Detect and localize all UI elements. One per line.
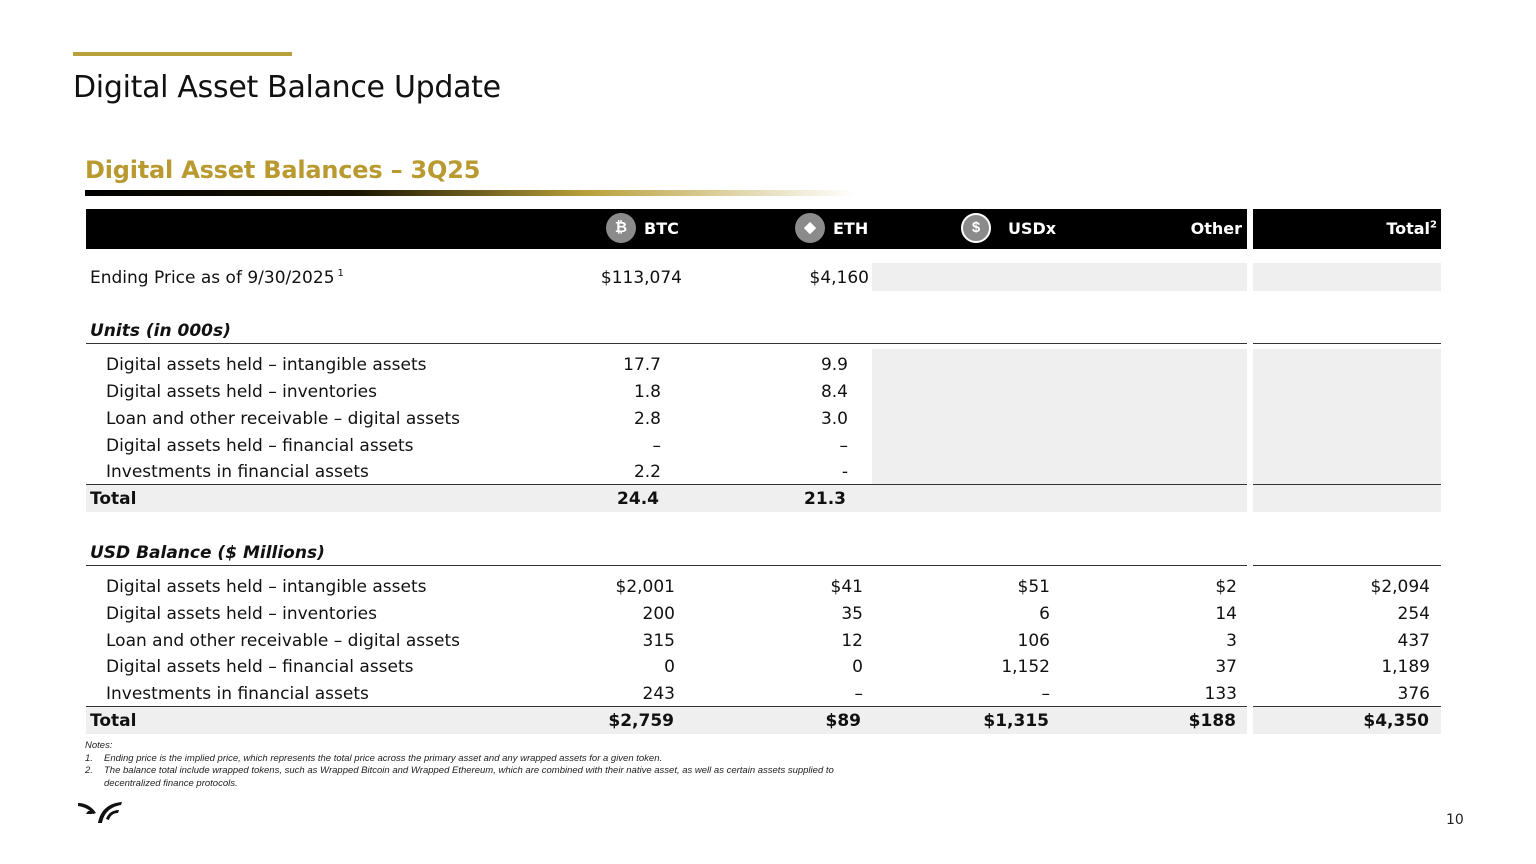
divider bbox=[1253, 343, 1441, 344]
usd-eth: 35 bbox=[841, 604, 863, 624]
price-row-label: Ending Price as of 9/30/2025 $^1$ bbox=[90, 268, 344, 288]
usd-other: 133 bbox=[1204, 684, 1237, 704]
usd-usdx: 6 bbox=[1039, 604, 1050, 624]
note-text: Ending price is the implied price, which represents the total price across the primary asset and any wrapped assets for a given token. bbox=[104, 752, 663, 764]
price-btc: $113,074 bbox=[600, 268, 682, 288]
usd-eth: $41 bbox=[830, 577, 863, 597]
units-row-label: Digital assets held – intangible assets bbox=[106, 355, 427, 375]
usd-btc: 315 bbox=[642, 631, 675, 651]
units-eth: 9.9 bbox=[820, 355, 848, 375]
usd-usdx: $51 bbox=[1017, 577, 1050, 597]
usd-btc: $2,001 bbox=[615, 577, 675, 597]
header-total: Total$^2$ bbox=[1386, 219, 1437, 238]
usd-row-label: Loan and other receivable – digital assets bbox=[106, 631, 460, 651]
usd-row-label: Digital assets held – intangible assets bbox=[106, 577, 427, 597]
units-btc: 1.8 bbox=[633, 382, 661, 402]
usd-usdx: 1,152 bbox=[1001, 657, 1050, 677]
usd-row-label: Digital assets held – inventories bbox=[106, 604, 377, 624]
empty-cell bbox=[1253, 349, 1441, 512]
empty-cell bbox=[1253, 263, 1441, 291]
note-number: 2. bbox=[85, 765, 93, 776]
usd-usdx: – bbox=[1041, 684, 1050, 704]
divider bbox=[1253, 565, 1441, 566]
divider bbox=[86, 343, 1247, 344]
units-row-label: Digital assets held – inventories bbox=[106, 382, 377, 402]
note-text-continued: decentralized finance protocols. bbox=[104, 777, 238, 789]
usd-total: 1,189 bbox=[1381, 657, 1430, 677]
units-eth: 3.0 bbox=[820, 409, 848, 429]
usd-btc: 243 bbox=[642, 684, 675, 704]
usd-total: $2,094 bbox=[1370, 577, 1430, 597]
divider bbox=[1253, 484, 1441, 485]
units-row-label: Investments in financial assets bbox=[106, 462, 369, 482]
table-header bbox=[86, 209, 1247, 249]
usd-eth: – bbox=[854, 684, 863, 704]
units-eth: – bbox=[839, 436, 848, 456]
usd-total-other: $188 bbox=[1188, 711, 1236, 731]
units-eth: 8.4 bbox=[820, 382, 848, 402]
units-total-label: Total bbox=[90, 489, 137, 509]
usd-row-label: Investments in financial assets bbox=[106, 684, 369, 704]
company-logo-icon bbox=[76, 799, 124, 825]
units-heading: Units (in 000s) bbox=[90, 321, 231, 341]
header-eth: ETH bbox=[833, 219, 869, 238]
units-btc: – bbox=[652, 436, 661, 456]
units-btc: 2.2 bbox=[633, 462, 661, 482]
usd-total-eth: $89 bbox=[825, 711, 861, 731]
divider bbox=[1253, 706, 1441, 707]
units-btc: 17.7 bbox=[623, 355, 661, 375]
section-subtitle: Digital Asset Balances – 3Q25 bbox=[85, 156, 481, 184]
usd-total: 376 bbox=[1397, 684, 1430, 704]
note-text: The balance total include wrapped tokens, such as Wrapped Bitcoin and Wrapped Ethereum, which are combined with their native asset, as well as certain assets supplied to bbox=[104, 765, 834, 776]
page-title: Digital Asset Balance Update bbox=[73, 70, 501, 105]
units-eth: - bbox=[841, 462, 848, 482]
usd-total: 437 bbox=[1397, 631, 1430, 651]
note-number: 1. bbox=[85, 752, 93, 764]
units-row-label: Digital assets held – financial assets bbox=[106, 436, 414, 456]
units-total-btc: 24.4 bbox=[617, 489, 659, 509]
usd-other: 37 bbox=[1215, 657, 1237, 677]
ethereum-icon: ◆ bbox=[795, 213, 825, 243]
usd-coin-icon: $ bbox=[961, 213, 991, 243]
usd-eth: 0 bbox=[852, 657, 863, 677]
usd-other: 3 bbox=[1226, 631, 1237, 651]
usd-usdx: 106 bbox=[1017, 631, 1050, 651]
units-total-eth: 21.3 bbox=[804, 489, 846, 509]
units-btc: 2.8 bbox=[633, 409, 661, 429]
divider bbox=[86, 565, 1247, 566]
divider bbox=[86, 484, 1247, 485]
usd-heading: USD Balance ($ Millions) bbox=[90, 543, 325, 563]
empty-cell bbox=[872, 349, 1247, 512]
header-usdx: USDx bbox=[1008, 219, 1057, 238]
notes-heading: Notes: bbox=[85, 740, 113, 751]
subtitle-gradient-bar bbox=[85, 190, 855, 196]
usd-row-label: Digital assets held – financial assets bbox=[106, 657, 414, 677]
page-number: 10 bbox=[1446, 812, 1464, 828]
header-btc: BTC bbox=[644, 219, 679, 238]
usd-eth: 12 bbox=[841, 631, 863, 651]
units-row-label: Loan and other receivable – digital assets bbox=[106, 409, 460, 429]
usd-btc: 0 bbox=[664, 657, 675, 677]
usd-total: 254 bbox=[1397, 604, 1430, 624]
empty-cell bbox=[872, 263, 1247, 291]
header-other: Other bbox=[1190, 219, 1242, 238]
footnotes bbox=[85, 740, 834, 790]
usd-other: 14 bbox=[1215, 604, 1237, 624]
divider bbox=[86, 706, 1247, 707]
usd-total-btc: $2,759 bbox=[608, 711, 674, 731]
usd-total-usdx: $1,315 bbox=[983, 711, 1049, 731]
table-header-total bbox=[1253, 209, 1441, 249]
usd-total-label: Total bbox=[90, 711, 137, 731]
title-accent-bar bbox=[73, 52, 292, 56]
total-row-bg bbox=[86, 485, 872, 512]
usd-total-total: $4,350 bbox=[1363, 711, 1429, 731]
price-eth: $4,160 bbox=[809, 268, 869, 288]
usd-other: $2 bbox=[1215, 577, 1237, 597]
usd-btc: 200 bbox=[642, 604, 675, 624]
bitcoin-icon: ₿ bbox=[606, 213, 636, 243]
